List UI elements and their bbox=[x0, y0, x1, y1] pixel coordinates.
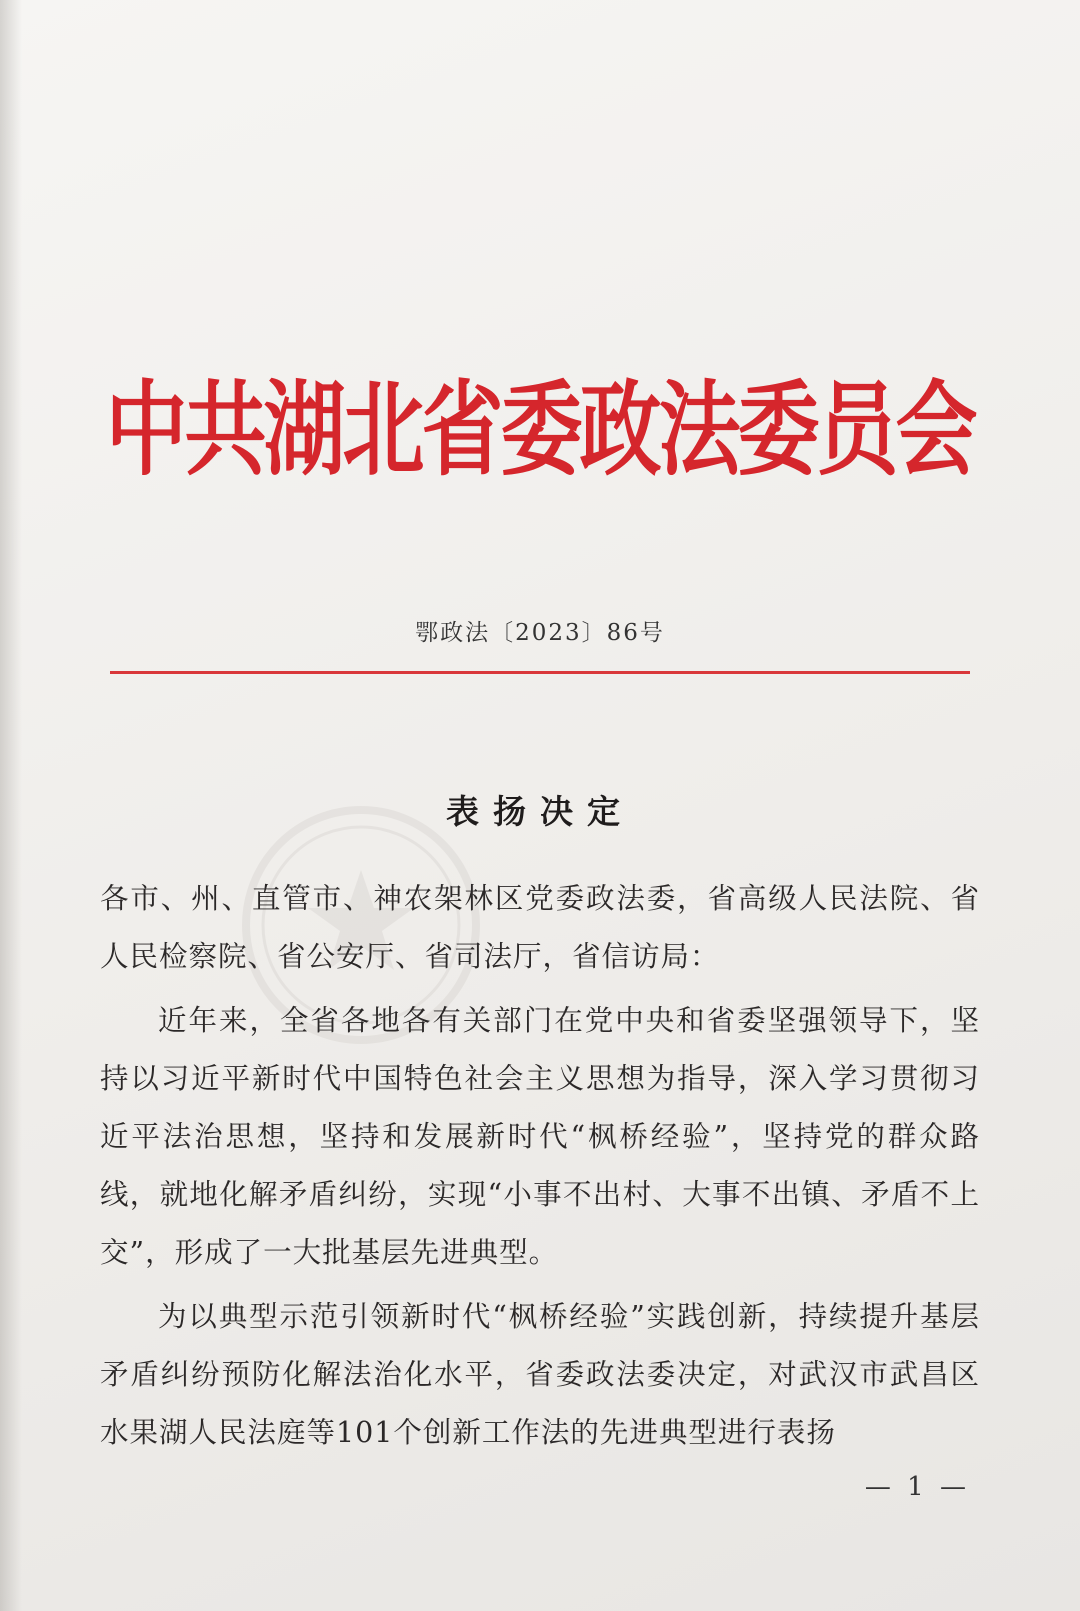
document-body bbox=[100, 870, 980, 1468]
addressee-line: 各市、州、直管市、神农架林区党委政法委，省高级人民法院、省人民检察院、省公安厅、省司法厅，省信访局： bbox=[100, 882, 980, 973]
body-paragraph: 近年来，全省各地各有关部门在党中央和省委坚强领导下，坚持以习近平新时代中国特色社会主义思想为指导，深入学习贯彻习近平法治思想，坚持和发展新时代“枫桥经验”，坚持党的群众路线，就地化解矛盾纠纷，实现“小事不出村、大事不出镇、矛盾不上交”，形成了一大批基层先进典型。 bbox=[100, 1004, 980, 1269]
page-number: — 1 — bbox=[864, 1472, 970, 1502]
red-divider-line bbox=[110, 671, 970, 674]
issuing-organ-title: 中共湖北省委政法委员会 bbox=[105, 371, 975, 490]
decision-title: 表扬决定 bbox=[446, 792, 634, 831]
document-number: 鄂政法〔2023〕86号 bbox=[415, 620, 665, 646]
body-paragraph: 为以典型示范引领新时代“枫桥经验”实践创新，持续提升基层矛盾纠纷预防化解法治化水平，省委政法委决定，对武汉市武昌区水果湖人民法庭等101个创新工作法的先进典型进行表扬 bbox=[100, 1300, 980, 1449]
